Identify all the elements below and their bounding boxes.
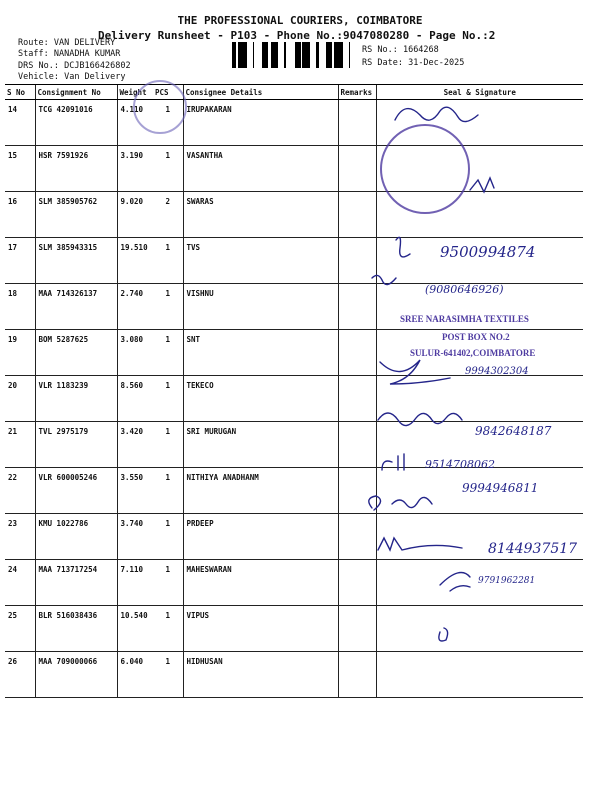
consignment-cell: MAA 713717254 — [35, 560, 117, 606]
consignment-cell: VLR 1183239 — [35, 376, 117, 422]
sno-cell: 17 — [5, 238, 35, 284]
signature-24: 8144937517 — [488, 541, 578, 557]
consignee-cell: IRUPAKARAN — [183, 100, 338, 146]
stamp-19-line3: SULUR-641402,COIMBATORE — [410, 348, 536, 358]
signature-17: 9500994874 — [440, 243, 536, 261]
pcs-cell: 1 — [153, 422, 183, 468]
sno-cell: 21 — [5, 422, 35, 468]
consignment-cell: KMU 1022786 — [35, 514, 117, 560]
consignment-cell: BOM 5287625 — [35, 330, 117, 376]
weight-cell: 9.020 — [117, 192, 153, 238]
remarks-cell — [338, 100, 376, 146]
staff-line: Staff: NANADHA KUMAR — [18, 49, 121, 59]
company-title: THE PROFESSIONAL COURIERS, COIMBATORE — [177, 14, 423, 27]
seal-cell — [376, 422, 583, 468]
remarks-cell — [338, 652, 376, 698]
seal-cell — [376, 238, 583, 284]
seal-cell — [376, 192, 583, 238]
pcs-cell: 1 — [153, 560, 183, 606]
col-consignee: Consignee Details — [183, 85, 338, 100]
seal-cell — [376, 606, 583, 652]
sno-cell: 16 — [5, 192, 35, 238]
table-row — [5, 514, 583, 560]
signature-20: 9994302304 — [465, 366, 529, 377]
table-row — [5, 422, 583, 468]
rs-date-value: 31-Dec-2025 — [408, 58, 465, 68]
drs-value: DCJB166426802 — [64, 61, 131, 71]
sno-cell: 23 — [5, 514, 35, 560]
sno-cell: 25 — [5, 606, 35, 652]
col-consignment: Consignment No — [35, 85, 117, 100]
remarks-cell — [338, 146, 376, 192]
pcs-cell: 1 — [153, 100, 183, 146]
staff-value: NANADHA KUMAR — [53, 49, 121, 59]
seal-cell — [376, 514, 583, 560]
remarks-cell — [338, 238, 376, 284]
table-row — [5, 238, 583, 284]
route-value: VAN DELIVERY — [53, 38, 116, 48]
consignee-cell: HIDHUSAN — [183, 652, 338, 698]
barcode-image — [232, 42, 356, 68]
consignee-cell: VIPUS — [183, 606, 338, 652]
runsheet-title: Delivery Runsheet - P103 - Phone No.:9047080280 - Page No.:2 — [98, 29, 496, 42]
stamp-19-line2: POST BOX NO.2 — [442, 332, 510, 342]
table-row — [5, 146, 583, 192]
remarks-cell — [338, 376, 376, 422]
sno-cell: 26 — [5, 652, 35, 698]
signature-18: (9080646926) — [425, 283, 504, 296]
table-header-row — [5, 85, 583, 100]
weight-cell: 19.510 — [117, 238, 153, 284]
consignee-cell: TVS — [183, 238, 338, 284]
seal-cell — [376, 652, 583, 698]
seal-cell — [376, 468, 583, 514]
table-row — [5, 100, 583, 146]
sno-cell: 22 — [5, 468, 35, 514]
vehicle-line: Vehicle: Van Delivery — [18, 72, 126, 82]
consignment-cell: MAA 714326137 — [35, 284, 117, 330]
signature-21: 9842648187 — [475, 424, 552, 438]
consignee-cell: PRDEEP — [183, 514, 338, 560]
table-row — [5, 652, 583, 698]
weight-cell: 3.420 — [117, 422, 153, 468]
sno-cell: 19 — [5, 330, 35, 376]
col-seal: Seal & Signature — [376, 85, 583, 100]
seal-cell — [376, 330, 583, 376]
sno-cell: 15 — [5, 146, 35, 192]
pcs-cell: 1 — [153, 376, 183, 422]
pcs-cell: 1 — [153, 514, 183, 560]
table-row — [5, 330, 583, 376]
rs-no-line: RS No.: 1664268 — [362, 45, 439, 55]
vehicle-value: Van Delivery — [64, 72, 126, 82]
rs-no-value: 1664268 — [402, 45, 439, 55]
table-row — [5, 560, 583, 606]
remarks-cell — [338, 422, 376, 468]
table-row — [5, 192, 583, 238]
weight-cell: 7.110 — [117, 560, 153, 606]
remarks-cell — [338, 560, 376, 606]
table-row — [5, 376, 583, 422]
weight-cell: 3.080 — [117, 330, 153, 376]
consignment-cell: VLR 600005246 — [35, 468, 117, 514]
signature-23: 9994946811 — [462, 481, 539, 495]
consignment-cell: SLM 385943315 — [35, 238, 117, 284]
remarks-cell — [338, 514, 376, 560]
weight-cell: 10.540 — [117, 606, 153, 652]
signature-25: 9791962281 — [478, 576, 536, 586]
remarks-cell — [338, 468, 376, 514]
consignee-cell: MAHESWARAN — [183, 560, 338, 606]
table-row — [5, 606, 583, 652]
col-remarks: Remarks — [338, 85, 376, 100]
consignment-cell: HSR 7591926 — [35, 146, 117, 192]
consignment-cell: MAA 709000066 — [35, 652, 117, 698]
table-row — [5, 284, 583, 330]
col-weight: Weight — [117, 85, 153, 100]
sno-cell: 18 — [5, 284, 35, 330]
pcs-cell: 1 — [153, 468, 183, 514]
consignee-cell: VISHNU — [183, 284, 338, 330]
seal-cell — [376, 146, 583, 192]
rs-date-line: RS Date: 31-Dec-2025 — [362, 58, 465, 68]
weight-cell: 8.560 — [117, 376, 153, 422]
remarks-cell — [338, 330, 376, 376]
col-pcs: PCS — [153, 85, 183, 100]
consignee-cell: SRI MURUGAN — [183, 422, 338, 468]
pcs-cell: 1 — [153, 606, 183, 652]
sno-cell: 20 — [5, 376, 35, 422]
route-line: Route: VAN DELIVERY — [18, 38, 116, 48]
consignee-cell: SWARAS — [183, 192, 338, 238]
drs-line: DRS No.: DCJB166426802 — [18, 61, 131, 71]
signature-22: 9514708062 — [425, 458, 495, 471]
seal-cell — [376, 560, 583, 606]
seal-cell — [376, 376, 583, 422]
weight-cell: 4.110 — [117, 100, 153, 146]
stamp-19-line1: SREE NARASIMHA TEXTILES — [400, 314, 529, 324]
consignee-cell: TEKECO — [183, 376, 338, 422]
remarks-cell — [338, 284, 376, 330]
consignee-cell: VASANTHA — [183, 146, 338, 192]
table-row — [5, 468, 583, 514]
seal-cell — [376, 284, 583, 330]
sno-cell: 24 — [5, 560, 35, 606]
runsheet-table — [5, 84, 583, 698]
sno-cell: 14 — [5, 100, 35, 146]
consignment-cell: SLM 385905762 — [35, 192, 117, 238]
consignee-cell: NITHIYA ANADHANM — [183, 468, 338, 514]
col-sno: S No — [5, 85, 35, 100]
weight-cell: 3.550 — [117, 468, 153, 514]
remarks-cell — [338, 192, 376, 238]
pcs-cell: 1 — [153, 238, 183, 284]
pcs-cell: 1 — [153, 652, 183, 698]
consignment-cell: TCG 42091016 — [35, 100, 117, 146]
weight-cell: 3.190 — [117, 146, 153, 192]
pcs-cell: 1 — [153, 330, 183, 376]
pcs-cell: 1 — [153, 284, 183, 330]
seal-cell — [376, 100, 583, 146]
consignment-cell: BLR 516038436 — [35, 606, 117, 652]
pcs-cell: 1 — [153, 146, 183, 192]
weight-cell: 2.740 — [117, 284, 153, 330]
remarks-cell — [338, 606, 376, 652]
consignment-cell: TVL 2975179 — [35, 422, 117, 468]
weight-cell: 6.040 — [117, 652, 153, 698]
pcs-cell: 2 — [153, 192, 183, 238]
weight-cell: 3.740 — [117, 514, 153, 560]
consignee-cell: SNT — [183, 330, 338, 376]
